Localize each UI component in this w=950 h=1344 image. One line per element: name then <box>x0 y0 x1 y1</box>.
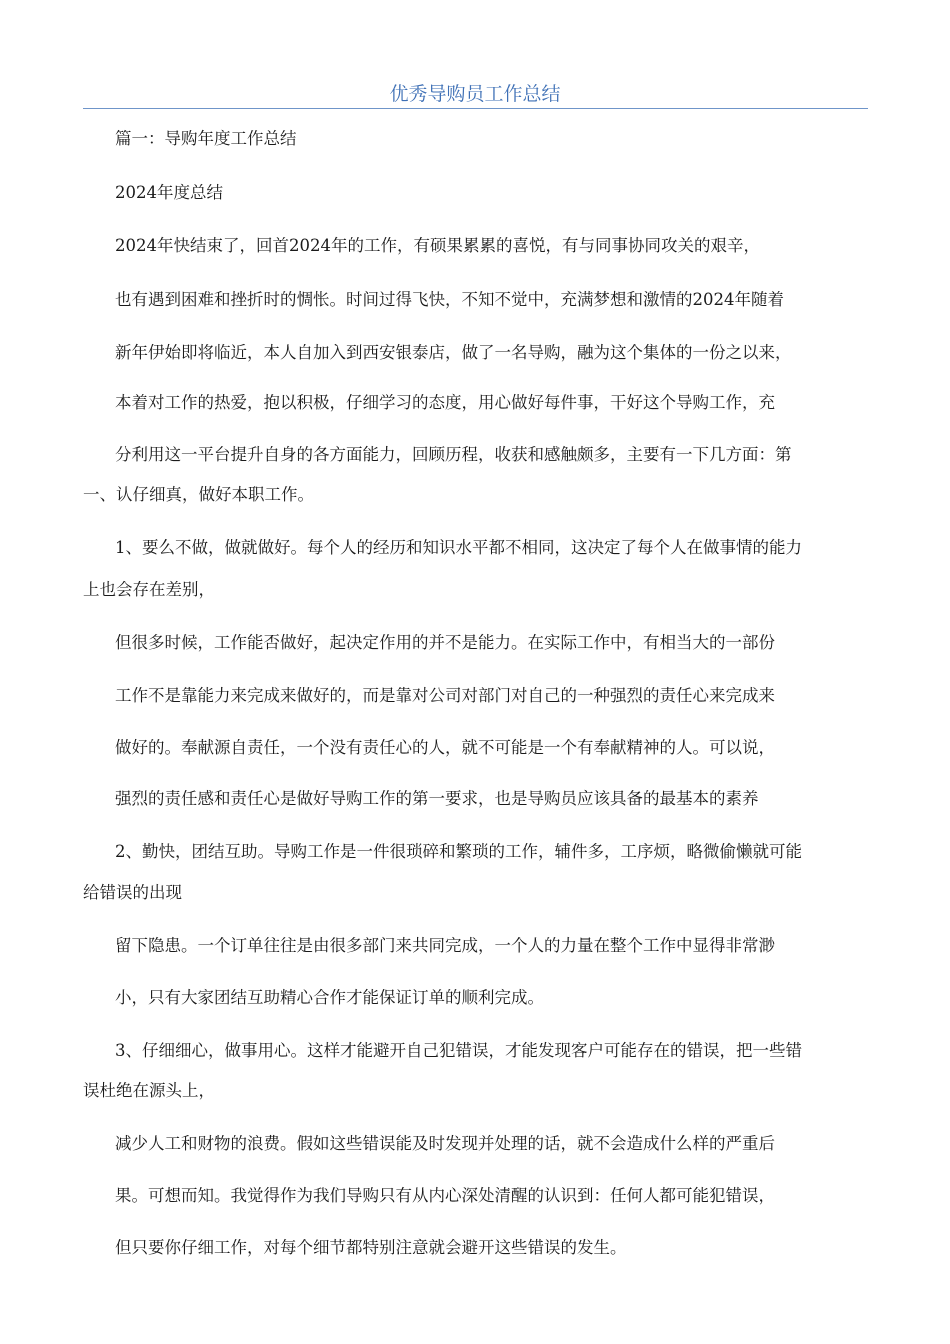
paragraph-line: 2、勤快，团结互助。导购工作是一件很琐碎和繁琐的工作，辅件多，工序烦，略微偷懒就可能 <box>115 842 802 861</box>
paragraph-line: 小，只有大家团结互助精心合作才能保证订单的顺利完成。 <box>115 988 544 1007</box>
document-title: 优秀导购员工作总结 <box>389 83 561 105</box>
paragraph-line: 留下隐患。一个订单往往是由很多部门来共同完成，一个人的力量在整个工作中显得非常渺 <box>115 936 775 955</box>
paragraph-line: 本着对工作的热爱，抱以积极，仔细学习的态度，用心做好每件事，干好这个导购工作，充 <box>115 393 775 412</box>
paragraph-line: 2024年快结束了，回首2024年的工作，有硕果累累的喜悦，有与同事协同攻关的艰辛， <box>115 236 760 255</box>
paragraph-line: 上也会存在差别， <box>83 580 215 599</box>
paragraph-line: 3、仔细细心，做事用心。这样才能避开自己犯错误，才能发现客户可能存在的错误，把一些错 <box>115 1041 802 1060</box>
paragraph-line: 强烈的责任感和责任心是做好导购工作的第一要求，也是导购员应该具备的最基本的素养 <box>115 789 759 808</box>
paragraph-line: 工作不是靠能力来完成来做好的，而是靠对公司对部门对自己的一种强烈的责任心来完成来 <box>115 686 775 705</box>
section-heading: 篇一：导购年度工作总结 <box>115 129 297 148</box>
paragraph-line: 果。可想而知。我觉得作为我们导购只有从内心深处清醒的认识到：任何人都可能犯错误， <box>115 1186 775 1205</box>
paragraph-line: 但很多时候，工作能否做好，起决定作用的并不是能力。在实际工作中，有相当大的一部份 <box>115 633 775 652</box>
paragraph-line: 误杜绝在源头上， <box>83 1081 215 1100</box>
paragraph-line: 给错误的出现 <box>83 883 182 902</box>
title-underline <box>83 108 868 109</box>
paragraph-line: 但只要你仔细工作，对每个细节都特别注意就会避开这些错误的发生。 <box>115 1238 627 1257</box>
paragraph-line: 新年伊始即将临近，本人自加入到西安银泰店，做了一名导购，融为这个集体的一份之以来， <box>115 343 792 362</box>
paragraph-line: 也有遇到困难和挫折时的惆怅。时间过得飞快，不知不觉中，充满梦想和激情的2024年随着 <box>115 290 784 309</box>
paragraph-line: 分利用这一平台提升自身的各方面能力，回顾历程，收获和感触颇多，主要有一下几方面：第 <box>115 445 792 464</box>
paragraph-line: 一、认仔细真，做好本职工作。 <box>83 485 314 504</box>
paragraph-line: 做好的。奉献源自责任，一个没有责任心的人，就不可能是一个有奉献精神的人。可以说， <box>115 738 775 757</box>
paragraph-line: 1、要么不做，做就做好。每个人的经历和知识水平都不相同，这决定了每个人在做事情的能力 <box>115 538 802 557</box>
subheading: 2024年度总结 <box>115 183 223 202</box>
paragraph-line: 减少人工和财物的浪费。假如这些错误能及时发现并处理的话，就不会造成什么样的严重后 <box>115 1134 775 1153</box>
